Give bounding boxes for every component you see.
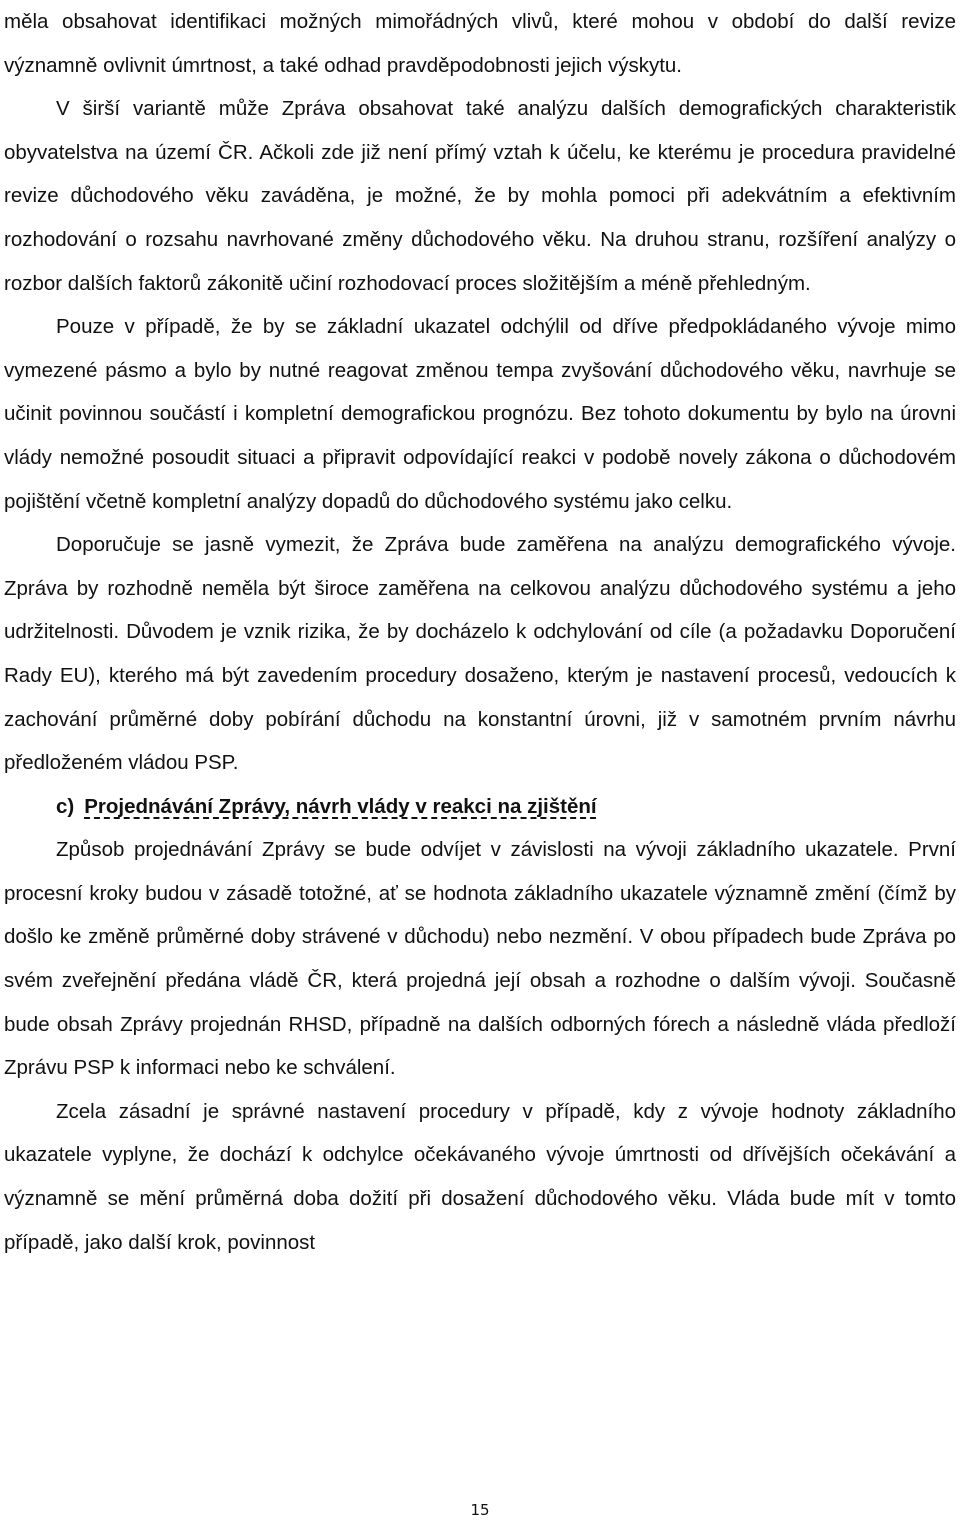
page-number: 15 <box>470 1501 490 1519</box>
section-heading-title: Projednávání Zprávy, návrh vlády v reakci na zjištění <box>84 794 597 818</box>
paragraph-1: měla obsahovat identifikaci možných mimořádných vlivů, které mohou v období do další revize významně ovlivnit úmrtnost, a také odhad pravděpodobnosti jejich výskytu. <box>4 10 956 77</box>
section-heading-label: c) <box>56 794 75 818</box>
paragraph-5: Způsob projednávání Zprávy se bude odvíjet v závislosti na vývoji základního ukazatele. První procesní kroky budou v zásadě totožné, ať se hodnota základního ukazatele významně změní (čímž by došlo ke změně průměrné doby strávené v důchodu) nebo nezmění. V obou případech bude Zpráva po svém zveřejnění předána vládě ČR, která projedná její obsah a rozhodne o dalším vývoji. Současně bude obsah Zprávy projednán RHSD, případně na dalších odborných fórech a následně vláda předloží Zprávu PSP k informaci nebo ke schválení. <box>4 838 956 1080</box>
paragraph-3: Pouze v případě, že by se základní ukazatel odchýlil od dříve předpokládaného vývoje mimo vymezené pásmo a bylo by nutné reagovat změnou tempa zvyšování důchodového věku, navrhuje se učinit povinnou součástí i kompletní demografickou prognózu. Bez tohoto dokumentu by bylo na úrovni vlády nemožné posoudit situaci a připravit odpovídající reakci v podobě novely zákona o důchodovém pojištění včetně kompletní analýzy dopadů do důchodového systému jako celku. <box>4 315 956 513</box>
paragraph-4: Doporučuje se jasně vymezit, že Zpráva bude zaměřena na analýzu demografického vývoje. Zpráva by rozhodně neměla být široce zaměřena na celkovou analýzu důchodového systému a jeho udržitelnosti. Důvodem je vznik rizika, že by docházelo k odchylování od cíle (a požadavku Doporučení Rady EU), kterého má být zavedením procedury dosaženo, kterým je nastavení procesů, vedoucích k zachování průměrné doby pobírání důchodu na konstantní úrovni, již v samotném prvním návrhu předloženém vládou PSP. <box>4 533 956 775</box>
paragraph-2: V širší variantě může Zpráva obsahovat také analýzu dalších demografických charakteristik obyvatelstva na území ČR. Ačkoli zde již není přímý vztah k účelu, ke kterému je procedura pravidelné revize důchodového věku zaváděna, je možné, že by mohla pomoci při adekvátním a efektivním rozhodování o rozsahu navrhované změny důchodového věku. Na druhou stranu, rozšíření analýzy o rozbor dalších faktorů zákonitě učiní rozhodovací proces složitějším a méně přehledným. <box>4 97 956 295</box>
section-heading <box>4 785 956 829</box>
body-text <box>4 0 956 1264</box>
paragraph-6: Zcela zásadní je správné nastavení procedury v případě, kdy z vývoje hodnoty základního ukazatele vyplyne, že dochází k odchylce očekávaného vývoje úmrtnosti od dřívějších očekávání a významně se mění průměrná doba dožití při dosažení důchodového věku. Vláda bude mít v tomto případě, jako další krok, povinnost <box>4 1099 956 1254</box>
